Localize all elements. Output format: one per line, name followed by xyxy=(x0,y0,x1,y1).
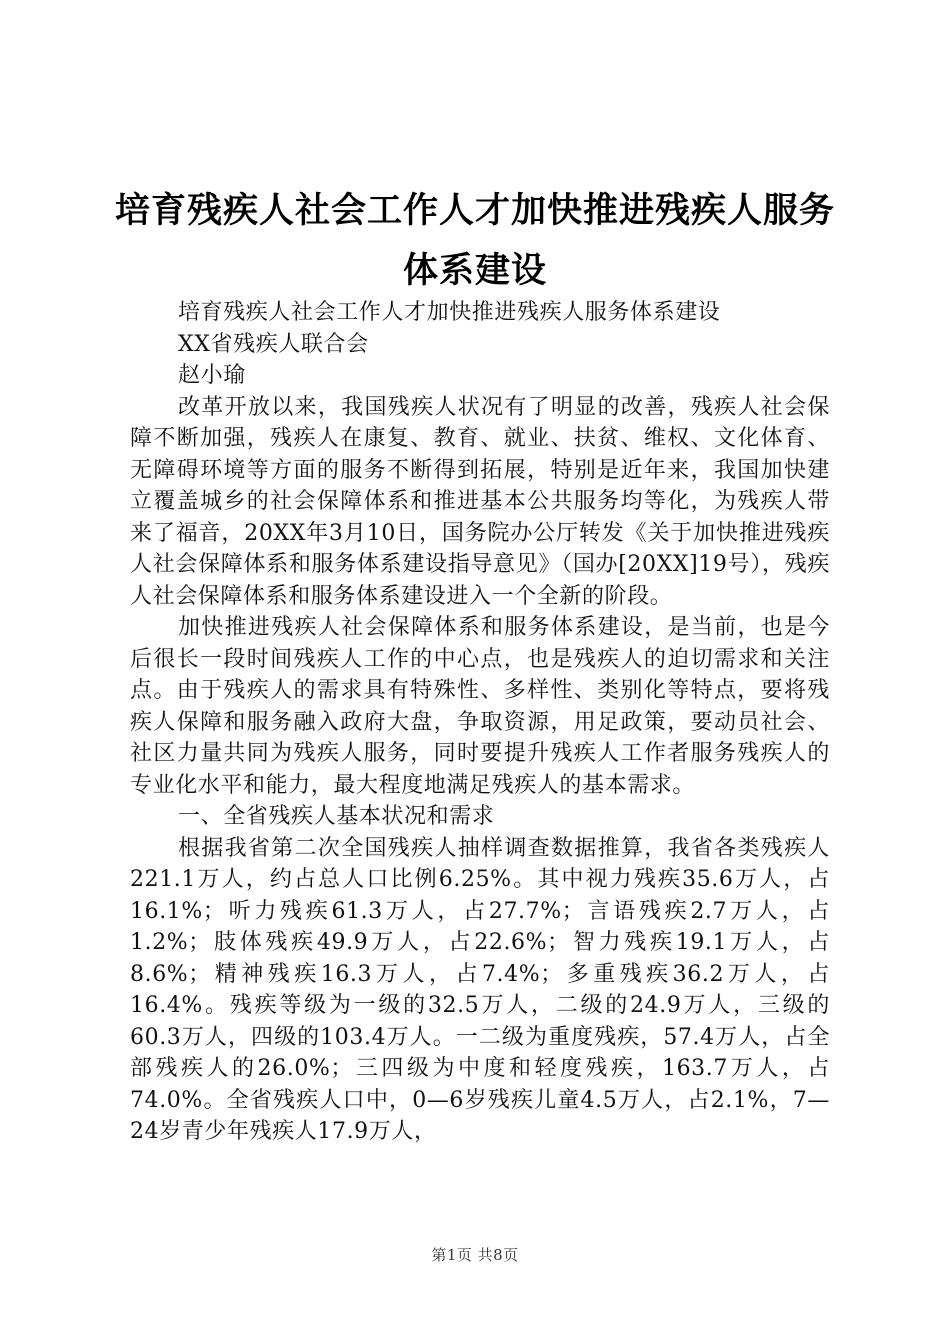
body-paragraph-3: 根据我省第二次全国残疾人抽样调查数据推算，我省各类残疾人221.1万人，约占总人口比例6.25%。其中视力残疾35.6万人，占16.1%；听力残疾61.3万人，占27.7%；言语残疾2.7万人，占1.2%；肢体残疾49.9万人，占22.6%；智力残疾19.1万人，占8.6%；精神残疾16.3万人，占7.4%；多重残疾36.2万人，占16.4%。残疾等级为一级的32.5万人，二级的24.9万人，三级的60.3万人，四级的103.4万人。一二级为重度残疾，57.4万人，占全部残疾人的26.0%；三四级为中度和轻度残疾，163.7万人，占74.0%。全省残疾人口中，0—6岁残疾儿童4.5万人，占2.1%，7—24岁青少年残疾人17.9万人， xyxy=(130,835,830,1144)
document-subtitle: 培育残疾人社会工作人才加快推进残疾人服务体系建设 xyxy=(178,300,721,325)
page-footer: 第1页 共8页 xyxy=(431,1246,519,1264)
body-paragraph-2: 加快推进残疾人社会保障体系和服务体系建设，是当前，也是今后很长一段时间残疾人工作的中心点，也是残疾人的迫切需求和关注点。由于残疾人的需求具有特殊性、多样性、类别化等特点，要将残疾人保障和服务融入政府大盘，争取资源，用足政策，要动员社会、社区力量共同为残疾人服务，同时要提升残疾人工作者服务残疾人的专业化水平和能力，最大程度地满足残疾人的基本需求。 xyxy=(130,615,830,798)
document-title-line-2: 体系建设 xyxy=(402,251,547,291)
body-paragraph-1: 改革开放以来，我国残疾人状况有了明显的改善，残疾人社会保障不断加强，残疾人在康复、教育、就业、扶贫、维权、文化体育、无障碍环境等方面的服务不断得到拓展，特别是近年来，我国加快建立覆盖城乡的社会保障体系和推进基本公共服务均等化，为残疾人带来了福音，20XX年3月10日，国务院办公厅转发《关于加快推进残疾人社会保障体系和服务体系建设指导意见》（国办[20XX]19号），残疾人社会保障体系和服务体系建设进入一个全新的阶段。 xyxy=(130,394,830,609)
author-name: 赵小瑜 xyxy=(178,363,246,388)
document-title-line-1: 培育残疾人社会工作人才加快推进残疾人服务 xyxy=(114,191,835,231)
organization-name: XX省残疾人联合会 xyxy=(178,331,369,357)
document-body xyxy=(130,297,830,1148)
section-heading-1: 一、全省残疾人基本状况和需求 xyxy=(178,804,495,829)
